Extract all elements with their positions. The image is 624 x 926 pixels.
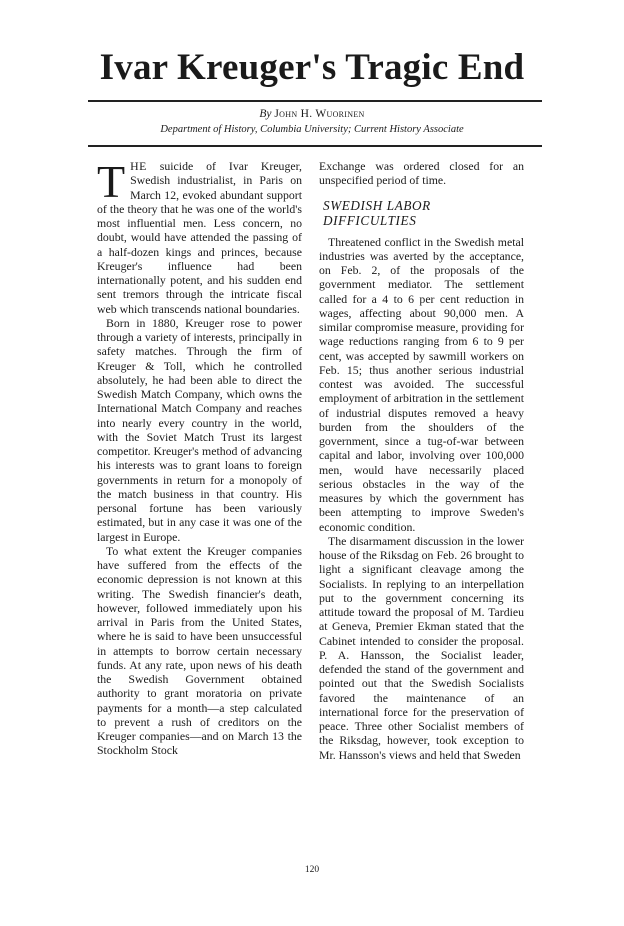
byline-prefix: By [259,108,272,120]
author-affiliation: Department of History, Columbia University; Current History Associate [160,124,464,135]
right-column [319,159,524,762]
article-title: Ivar Kreuger's Tragic End [99,47,525,88]
paragraph-1 [97,156,302,316]
title-rule [88,100,542,102]
lead-in-caps: HE [130,159,147,173]
paragraph-6: The disarmament discussion in the lower house of the Riksdag on Feb. 26 brought to light a significant cleavage among the Socialists. In replying to an interpellation put to the government concerning its attitude toward the proposal of M. Tardieu at Geneva, Premier Ekman stated that the Cabinet intended to consider the proposal. P. A. Hansson, the Socialist leader, defended the stand of the government and pointed out that the Swedish Socialists favored the maintenance of an international force for the preservation of peace. Three other Socialist members of the Riksdag, however, took exception to Mr. Hansson's views and held that Sweden [319,533,524,762]
paragraph-5: Threatened conflict in the Swedish metal industries was averted by the acceptance, on Feb. 2, of the proposals of the government mediator. The settlement called for a 4 to 6 per cent reduction in wages, affecting about 90,000 men. A similar compromise measure, providing for wage reductions ranging from 6 to 9 per cent, was accepted by sawmill workers on Feb. 15; thus another serious industrial contest was avoided. The successful employment of arbitration in the settlement of industrial disputes removed a heavy burden from the shoulders of the government, since a tug-of-war between capital and labor, involving over 100,000 men, would have necessarily placed serious obstacles in the way of the measures by which the government has been attempting to improve Sweden's economic condition. [319,234,524,534]
paragraph-3: To what extent the Kreuger companies have suffered from the effects of the economic depression is not known at this writing. The Swedish financier's death, however, followed immediately upon his arrival in Paris from the United States, where he is said to have been unsuccessful in attempts to borrow certain necessary funds. At any rate, upon news of his death the Swedish Government obtained authority to grant moratoria on private payments for a month—a step calculated to prevent a rush of creditors on the Kreuger companies—and on March 13 the Stockholm Stock [97,543,302,758]
header-rule [88,145,542,147]
left-column [97,156,302,758]
page-number: 120 [304,865,320,875]
paragraph-4: Exchange was ordered closed for an unspecified period of time. [319,159,524,188]
drop-cap: T [97,156,126,207]
author-name: John H. Wuorinen [274,108,365,120]
byline [0,107,624,121]
paragraph-2: Born in 1880, Kreuger rose to power through a variety of interests, principally in safety matches. Through the firm of Kreuger & Toll, which he controlled absolutely, he had been able to direct the Swedish Match Company, which owns the International Match Company and reaches into nearly every country in the world, with the Soviet Match Trust its largest competitor. Kreuger's method of advancing his interests was to grant loans to foreign governments in return for a monopoly of the match business in that country. His personal fortune has been variously estimated, but in any case it was one of the largest in Europe. [97,315,302,544]
paragraph-1-text: suicide of Ivar Kreuger, Swedish industrialist, in Paris on March 12, evoked abundant support of the theory that he was one of the world's most influential men. Less concern, no doubt, would have attended the passing of a half-dozen kings and princes, because Kreuger's influence had been internationally potent, and his sudden end sent tremors through the intricate fiscal web which transcends national boundaries. [97,159,302,316]
section-heading: SWEDISH LABOR DIFFICULTIES [323,197,431,228]
